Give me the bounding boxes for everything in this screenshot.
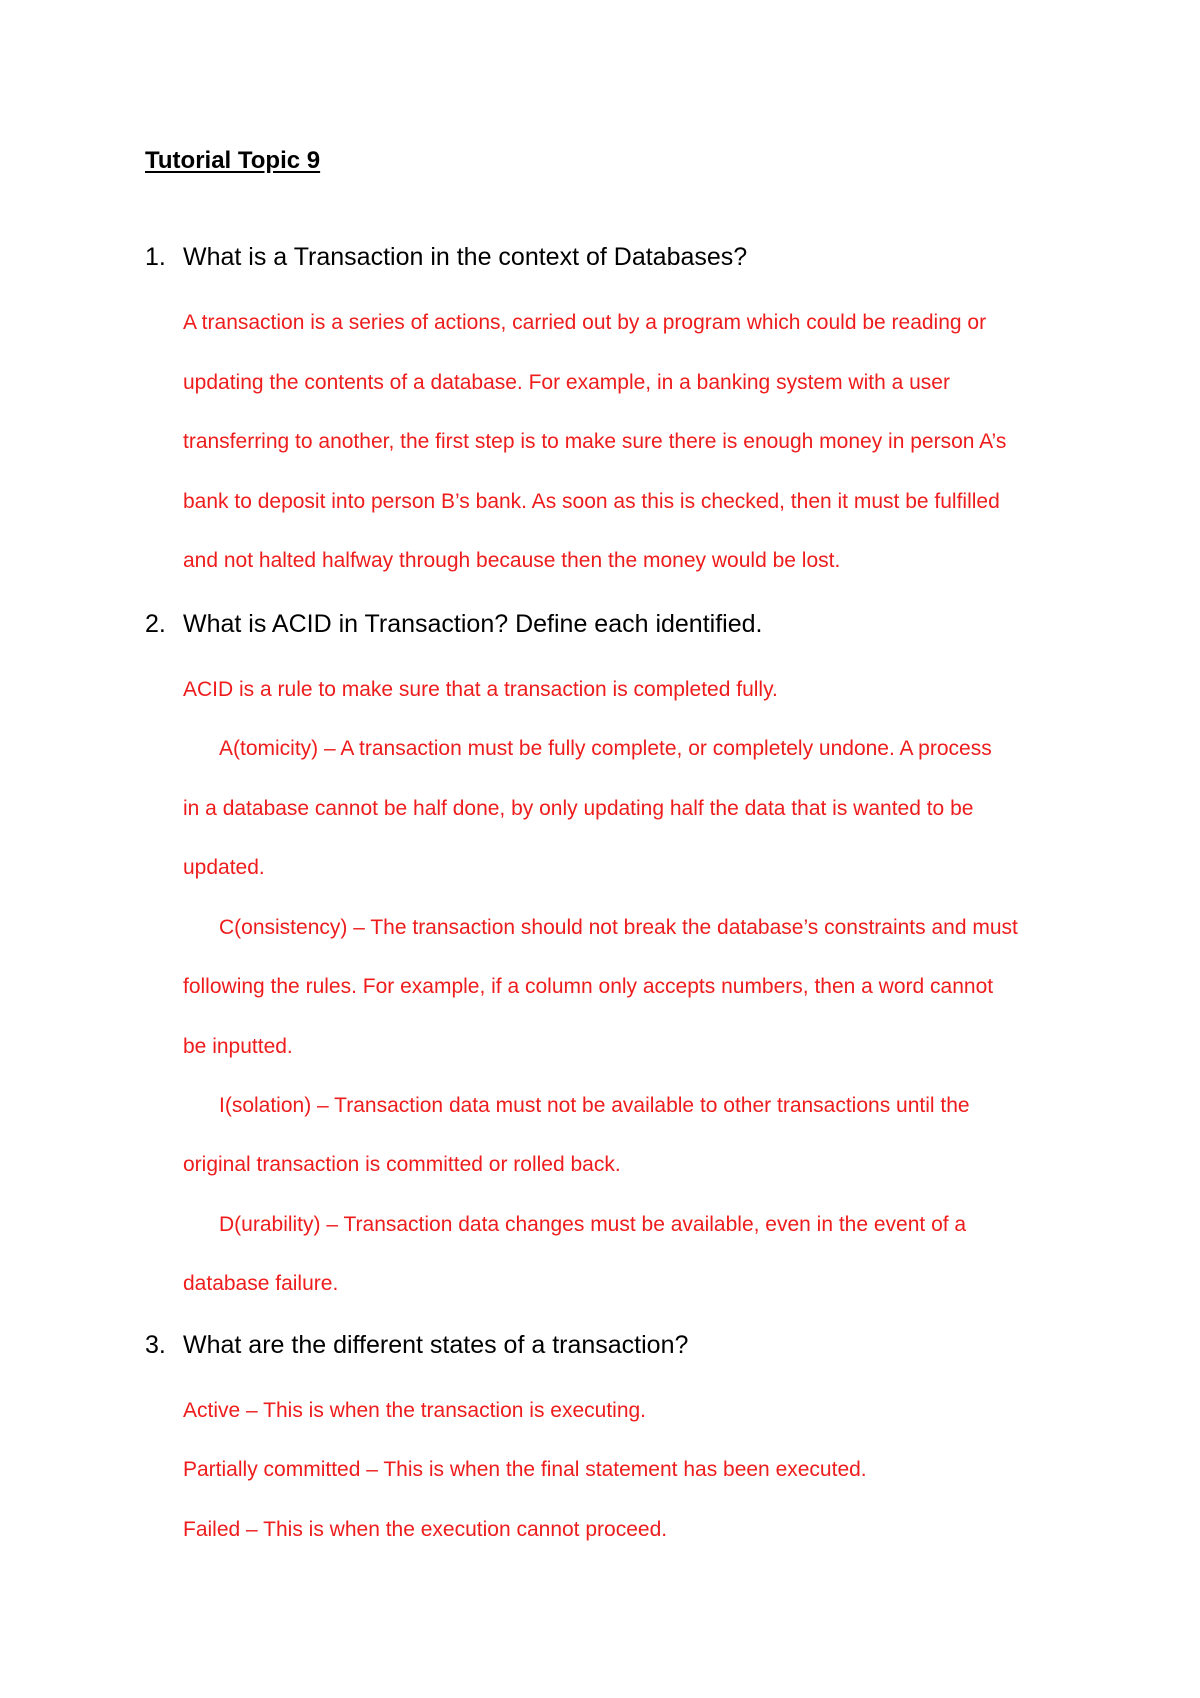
answer-2-line-10: D(urability) – Transaction data changes must be available, even in the event of a xyxy=(219,1213,967,1236)
question-2-number: 2. xyxy=(145,610,166,638)
answer-2-line-6: following the rules. For example, if a column only accepts numbers, then a word cannot xyxy=(183,975,994,998)
answer-2-line-4: updated. xyxy=(183,856,265,879)
answer-2-line-5: C(onsistency) – The transaction should not break the database’s constraints and must xyxy=(219,916,1018,939)
answer-2-line-7: be inputted. xyxy=(183,1035,293,1058)
document-title: Tutorial Topic 9 xyxy=(145,147,321,174)
question-3-text: What are the different states of a transaction? xyxy=(183,1331,689,1359)
answer-2-line-3: in a database cannot be half done, by only updating half the data that is wanted to be xyxy=(183,797,974,820)
answer-1-line-3: transferring to another, the first step is to make sure there is enough money in person A’s xyxy=(183,430,1007,453)
answer-3-line-3: Failed – This is when the execution cannot proceed. xyxy=(183,1518,668,1541)
answer-2-line-11: database failure. xyxy=(183,1272,339,1295)
answer-2-line-9: original transaction is committed or rolled back. xyxy=(183,1153,621,1176)
question-2 xyxy=(145,612,762,637)
answer-1-line-5: and not halted halfway through because then the money would be lost. xyxy=(183,549,841,572)
question-1 xyxy=(145,245,747,270)
question-2-text: What is ACID in Transaction? Define each identified. xyxy=(183,610,763,638)
answer-2-line-8: I(solation) – Transaction data must not be available to other transactions until the xyxy=(219,1094,970,1117)
answer-3-line-1: Active – This is when the transaction is executing. xyxy=(183,1399,647,1422)
answer-1-line-2: updating the contents of a database. For example, in a banking system with a user xyxy=(183,371,950,394)
answer-3-line-2: Partially committed – This is when the final statement has been executed. xyxy=(183,1458,867,1481)
question-1-text: What is a Transaction in the context of Databases? xyxy=(183,243,748,271)
question-1-number: 1. xyxy=(145,243,166,271)
answer-2-line-2: A(tomicity) – A transaction must be fully complete, or completely undone. A process xyxy=(219,737,992,760)
answer-1-line-4: bank to deposit into person B’s bank. As soon as this is checked, then it must be fulfilled xyxy=(183,490,1000,513)
question-3-number: 3. xyxy=(145,1331,166,1359)
answer-2-line-1: ACID is a rule to make sure that a transaction is completed fully. xyxy=(183,678,778,701)
answer-1-line-1: A transaction is a series of actions, carried out by a program which could be reading or xyxy=(183,311,987,334)
question-3 xyxy=(145,1333,688,1358)
